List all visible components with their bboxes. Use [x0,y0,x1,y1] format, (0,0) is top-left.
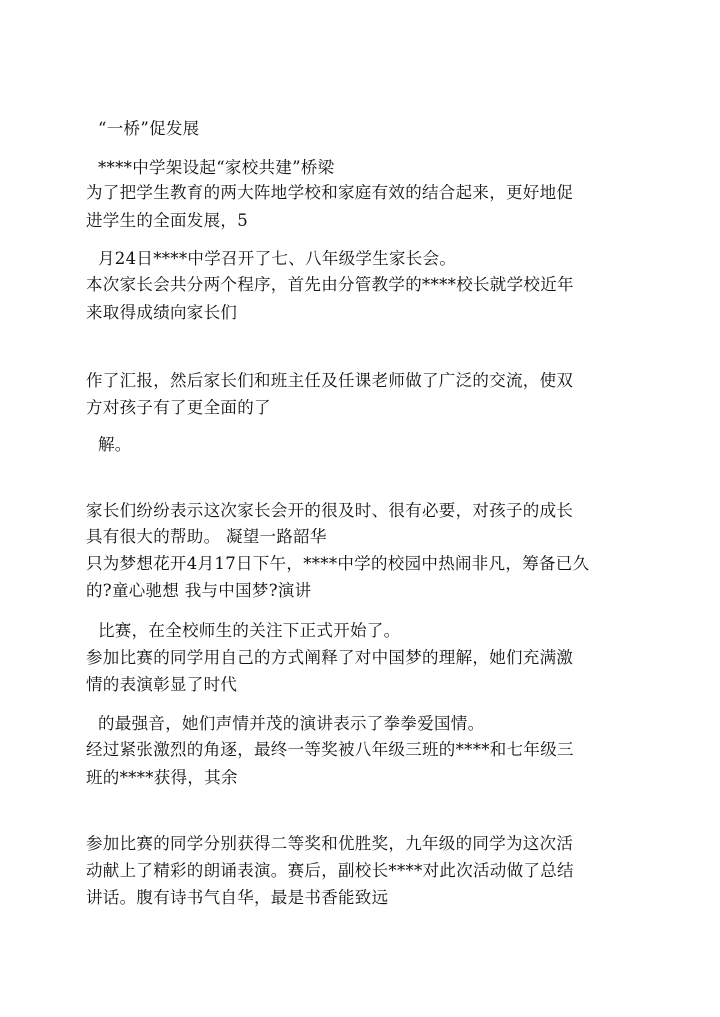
doc-line: 讲话。腹有诗书气自华，最是书香能致远 [86,888,389,907]
doc-line: 作了汇报，然后家长们和班主任及任课老师做了广泛的交流，使双 [86,371,574,390]
doc-line-title: “一桥”促发展 [98,119,200,138]
doc-line: 比赛，在全校师生的关注下正式开始了。 [98,621,401,640]
doc-line: 月24日****中学召开了七、八年级学生家长会。 [98,249,457,268]
doc-line: 的?童心驰想 我与中国梦?演讲 [86,581,312,600]
doc-line: 动献上了精彩的朗诵表演。赛后，副校长****对此次活动做了总结 [86,861,574,880]
doc-line: 具有很大的帮助。 凝望一路韶华 [86,527,327,546]
doc-line: 的最强音，她们声情并茂的演讲表示了拳拳爱国情。 [98,714,485,733]
doc-line: 参加比赛的同学分别获得二等奖和优胜奖，九年级的同学为这次活 [86,834,574,853]
doc-line: 家长们纷纷表示这次家长会开的很及时、很有必要，对孩子的成长 [86,501,574,520]
doc-line: 本次家长会共分两个程序，首先由分管教学的****校长就学校近年 [86,275,574,294]
doc-line: 经过紧张激烈的角逐，最终一等奖被八年级三班的****和七年级三 [86,740,574,759]
doc-line: 班的****获得，其余 [86,768,238,787]
doc-line: 情的表演彰显了时代 [86,675,238,694]
doc-line: 来取得成绩向家长们 [86,303,238,322]
doc-line: 为了把学生教育的两大阵地学校和家庭有效的结合起来，更好地促 [86,183,574,202]
doc-line: 进学生的全面发展，5 [86,211,248,230]
doc-line-subtitle: ****中学架设起“家校共建”桥梁 [98,158,335,177]
doc-line: 方对孩子有了更全面的了 [86,398,271,417]
doc-line: 解。 [98,435,132,454]
doc-line: 参加比赛的同学用自己的方式阐释了对中国梦的理解，她们充满激 [86,648,574,667]
doc-line: 只为梦想花开4月17日下午，****中学的校园中热闹非凡，筹备已久 [86,554,590,573]
